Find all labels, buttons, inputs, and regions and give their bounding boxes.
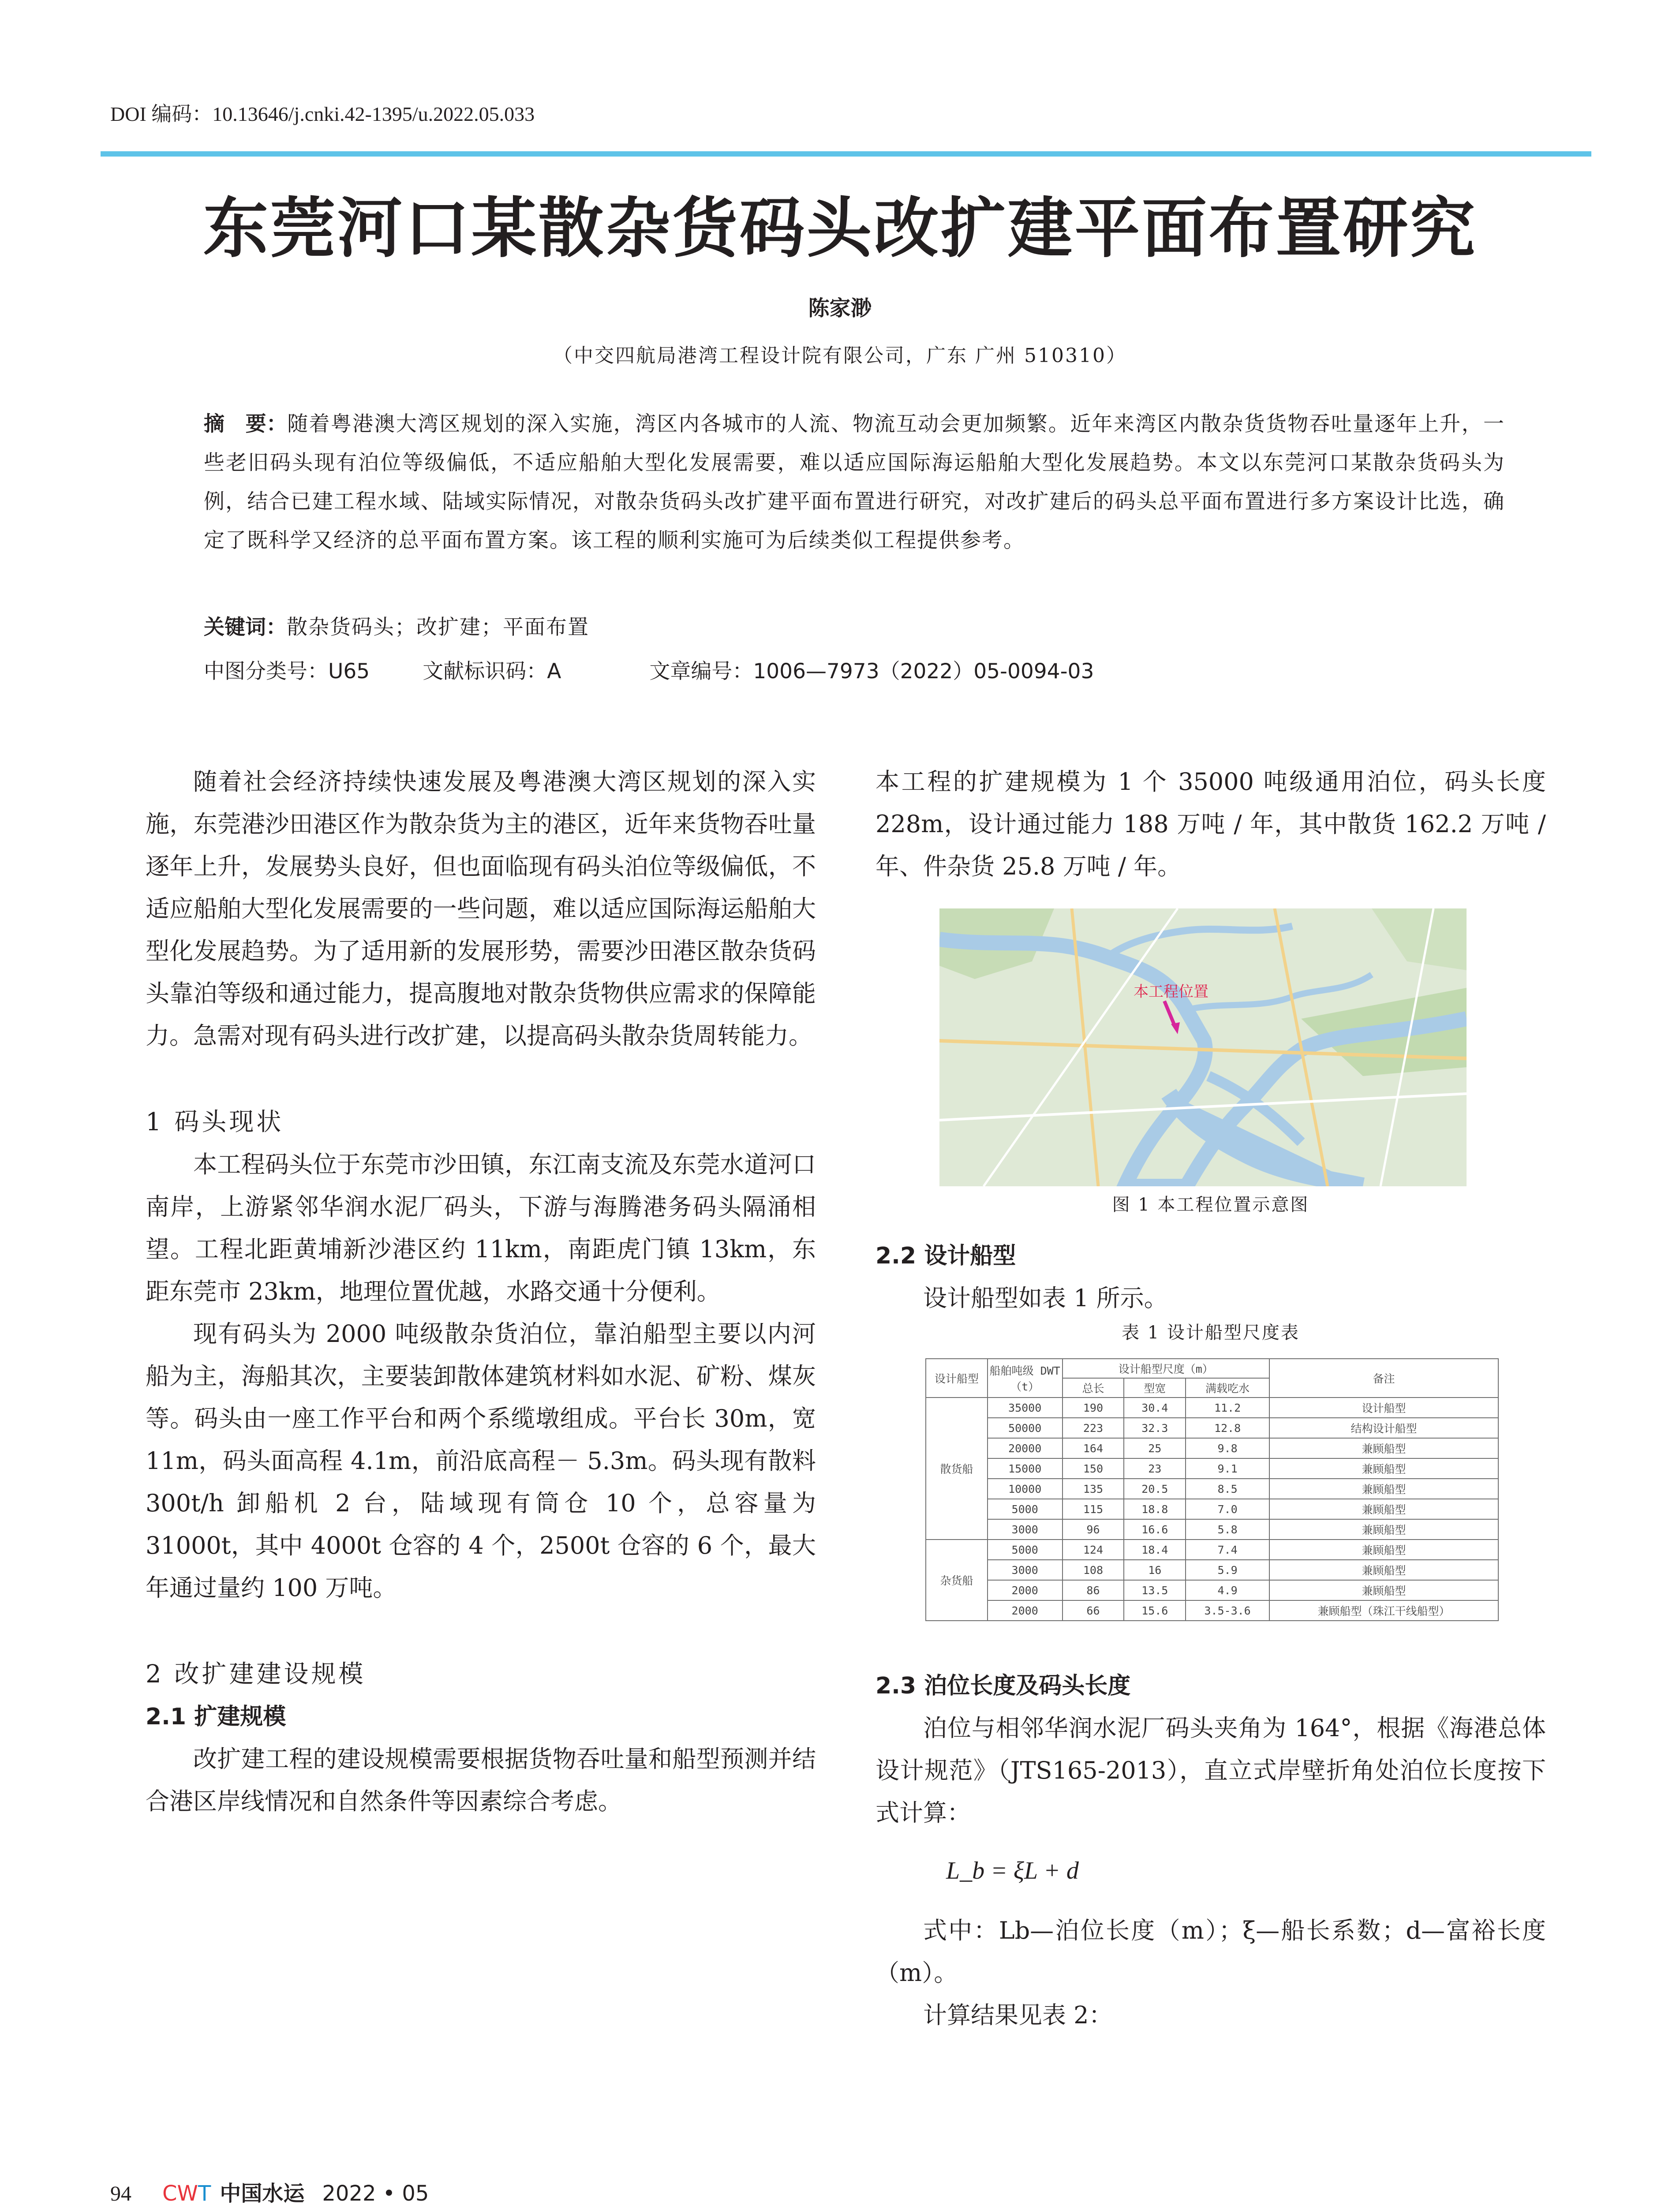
table-row xyxy=(926,1398,1498,1418)
page-footer xyxy=(110,2176,429,2205)
table-row xyxy=(926,1600,1498,1621)
table-row xyxy=(926,1499,1498,1519)
section-2-2-heading: 2.2 设计船型 xyxy=(876,1243,1016,1269)
article-number: 文章编号：1006—7973（2022）05-0094-03 xyxy=(649,659,1094,684)
cell: 兼顾船型 xyxy=(1269,1540,1498,1560)
location-map xyxy=(939,908,1467,1186)
cell: 35000 xyxy=(988,1398,1063,1418)
header-rule xyxy=(101,151,1591,157)
author: 陈家渺 xyxy=(808,296,872,321)
cell: 32.3 xyxy=(1124,1418,1186,1438)
location-map-figure xyxy=(939,908,1467,1186)
keywords xyxy=(204,611,589,640)
cell: 20.5 xyxy=(1124,1479,1186,1499)
cell: 15.6 xyxy=(1124,1600,1186,1621)
paper-title: 东莞河口某散杂货码头改扩建平面布置研究 xyxy=(203,190,1477,266)
project-location-label: 本工程位置 xyxy=(1134,983,1209,1001)
cell: 3000 xyxy=(988,1519,1063,1540)
cell: 135 xyxy=(1063,1479,1124,1499)
section-2-3-heading: 2.3 泊位长度及码头长度 xyxy=(876,1673,1131,1699)
cell: 2000 xyxy=(988,1600,1063,1621)
cell: 9.1 xyxy=(1186,1458,1269,1479)
cell: 5.8 xyxy=(1186,1519,1269,1540)
cell: 86 xyxy=(1063,1580,1124,1600)
cell: 23 xyxy=(1124,1458,1186,1479)
left-column xyxy=(146,761,816,1823)
header-beam: 型宽 xyxy=(1124,1378,1186,1398)
journal-name: 中国水运 xyxy=(220,2181,305,2205)
table-row xyxy=(926,1479,1498,1499)
right-column-sec23-cont xyxy=(876,1910,1546,2037)
keywords-label: 关键词： xyxy=(204,615,287,639)
header-dwt: 船舶吨级 DWT（t） xyxy=(988,1359,1063,1398)
doc-code: 文献标识码：A xyxy=(423,659,561,684)
affiliation: （中交四航局港湾工程设计院有限公司，广东 广州 510310） xyxy=(553,344,1127,367)
section-2-3-paragraph-3: 计算结果见表 2： xyxy=(923,2001,1113,2029)
cell: 66 xyxy=(1063,1600,1124,1621)
cell: 18.4 xyxy=(1124,1540,1186,1560)
cell: 兼顾船型 xyxy=(1269,1519,1498,1540)
cell: 7.4 xyxy=(1186,1540,1269,1560)
table-row xyxy=(926,1560,1498,1580)
abstract-text: 随着粤港澳大湾区规划的深入实施，湾区内各城市的人流、物流互动会更加频繁。近年来湾区内散杂货货物吞吐量逐年上升，一些老旧码头现有泊位等级偏低，不适应船舶大型化发展需要，难以适应国际海运船舶大型化发展趋势。本文以东莞河口某散杂货码头为例，结合已建工程水域、陆域实际情况，对散杂货码头改扩建平面布置进行研究，对改扩建后的码头总平面布置进行多方案设计比选，确定了既科学又经济的总平面布置方案。该工程的顺利实施可为后续类似工程提供参考。 xyxy=(204,412,1505,553)
keywords-text: 散杂货码头；改扩建；平面布置 xyxy=(287,615,589,639)
header-draft: 满载吃水 xyxy=(1186,1378,1269,1398)
right-column-sec23 xyxy=(876,1665,1546,1834)
section-2-3-paragraph-2: 式中：Lb—泊位长度（m）；ξ—船长系数；d—富裕长度（m）。 xyxy=(876,1917,1546,1987)
cell: 30.4 xyxy=(1124,1398,1186,1418)
cell: 2000 xyxy=(988,1580,1063,1600)
section-2-3-paragraph-1: 泊位与相邻华润水泥厂码头夹角为 164°，根据《海港总体设计规范》（JTS165-2013），直立式岸壁折角处泊位长度按下式计算： xyxy=(876,1714,1546,1827)
cell: 108 xyxy=(1063,1560,1124,1580)
cell: 5000 xyxy=(988,1499,1063,1519)
scale-paragraph: 本工程的扩建规模为 1 个 35000 吨级通用泊位，码头长度 228m，设计通过能力 188 万吨 / 年，其中散货 162.2 万吨 / 年、件杂货 25.8 万吨 / 年。 xyxy=(876,768,1546,880)
cell: 5.9 xyxy=(1186,1560,1269,1580)
design-ship-table xyxy=(925,1358,1499,1621)
cell: 3000 xyxy=(988,1560,1063,1580)
header-ship-type: 设计船型 xyxy=(926,1359,988,1398)
clc-code: 中图分类号：U65 xyxy=(204,659,370,684)
cell: 50000 xyxy=(988,1418,1063,1438)
table-1-caption: 表 1 设计船型尺度表 xyxy=(1122,1323,1300,1343)
page-number: 94 xyxy=(110,2182,131,2205)
cell: 兼顾船型 xyxy=(1269,1438,1498,1458)
cell: 18.8 xyxy=(1124,1499,1186,1519)
cell: 兼顾船型（珠江干线船型） xyxy=(1269,1600,1498,1621)
cell: 16.6 xyxy=(1124,1519,1186,1540)
cell: 15000 xyxy=(988,1458,1063,1479)
doi-header: DOI 编码：10.13646/j.cnki.42-1395/u.2022.05.033 xyxy=(110,103,535,125)
cell: 9.8 xyxy=(1186,1438,1269,1458)
cell: 设计船型 xyxy=(1269,1398,1498,1418)
group-bulk-carrier: 散货船 xyxy=(926,1398,988,1540)
berth-length-formula: L_b = ξL + d xyxy=(946,1857,1079,1884)
right-column-top xyxy=(876,761,1546,888)
cell: 兼顾船型 xyxy=(1269,1560,1498,1580)
cell: 115 xyxy=(1063,1499,1124,1519)
cell: 11.2 xyxy=(1186,1398,1269,1418)
cell: 13.5 xyxy=(1124,1580,1186,1600)
cell: 16 xyxy=(1124,1560,1186,1580)
figure-1-caption: 图 1 本工程位置示意图 xyxy=(1112,1195,1310,1215)
cell: 124 xyxy=(1063,1540,1124,1560)
right-column-sec22 xyxy=(876,1235,1546,1319)
cell: 164 xyxy=(1063,1438,1124,1458)
cell: 20000 xyxy=(988,1438,1063,1458)
section-2-heading: 2 改扩建建设规模 xyxy=(146,1660,366,1689)
section-2-2-paragraph: 设计船型如表 1 所示。 xyxy=(923,1284,1168,1312)
cell: 4.9 xyxy=(1186,1580,1269,1600)
header-length: 总长 xyxy=(1063,1378,1124,1398)
cell: 190 xyxy=(1063,1398,1124,1418)
table-row xyxy=(926,1519,1498,1540)
cell: 3.5-3.6 xyxy=(1186,1600,1269,1621)
table-row xyxy=(926,1418,1498,1438)
section-1-paragraph-2: 现有码头为 2000 吨级散杂货泊位，靠泊船型主要以内河船为主，海船其次，主要装卸散体建筑材料如水泥、矿粉、煤灰等。码头由一座工作平台和两个系缆墩组成。平台长 30m，宽 11m，码头面高程 4.1m，前沿底高程－ 5.3m。码头现有散料 300t/h 卸船机 2 台，陆域现有筒仓 10 个，总容量为 31000t，其中 4000t 仓容的 4 个，2500t 仓容的 6 个，最大年通过量约 100 万吨。 xyxy=(146,1320,816,1602)
abstract xyxy=(204,405,1505,560)
cell: 96 xyxy=(1063,1519,1124,1540)
cell: 8.5 xyxy=(1186,1479,1269,1499)
header-dimensions: 设计船型尺度（m） xyxy=(1063,1359,1269,1378)
cell: 兼顾船型 xyxy=(1269,1499,1498,1519)
issue-number: 2022 • 05 xyxy=(322,2181,429,2205)
cell: 兼顾船型 xyxy=(1269,1580,1498,1600)
abstract-label: 摘 要： xyxy=(204,412,288,436)
cell: 150 xyxy=(1063,1458,1124,1479)
intro-paragraph: 随着社会经济持续快速发展及粤港澳大湾区规划的深入实施，东莞港沙田港区作为散杂货为主的港区，近年来货物吞吐量逐年上升，发展势头良好，但也面临现有码头泊位等级偏低，不适应船舶大型化发展需要的一些问题，难以适应国际海运船舶大型化发展趋势。为了适用新的发展形势，需要沙田港区散杂货码头靠泊等级和通过能力，提高腹地对散杂货物供应需求的保障能力。急需对现有码头进行改扩建，以提高码头散杂货周转能力。 xyxy=(146,768,816,1050)
header-note: 备注 xyxy=(1269,1359,1498,1398)
cell: 兼顾船型 xyxy=(1269,1458,1498,1479)
cell: 5000 xyxy=(988,1540,1063,1560)
section-1-paragraph-1: 本工程码头位于东莞市沙田镇，东江南支流及东莞水道河口南岸，上游紧邻华润水泥厂码头，下游与海腾港务码头隔涌相望。工程北距黄埔新沙港区约 11km，南距虎门镇 13km，东距东莞市 23km，地理位置优越，水路交通十分便利。 xyxy=(146,1151,816,1305)
cell: 结构设计船型 xyxy=(1269,1418,1498,1438)
journal-logo-t: T xyxy=(198,2181,211,2205)
cell: 兼顾船型 xyxy=(1269,1479,1498,1499)
table-row xyxy=(926,1580,1498,1600)
cell: 7.0 xyxy=(1186,1499,1269,1519)
table-row xyxy=(926,1458,1498,1479)
section-1-heading: 1 码头现状 xyxy=(146,1108,284,1136)
group-general-cargo: 杂货船 xyxy=(926,1540,988,1621)
cell: 223 xyxy=(1063,1418,1124,1438)
section-2-1-heading: 2.1 扩建规模 xyxy=(146,1704,286,1730)
classification-line xyxy=(204,655,1094,684)
cell: 10000 xyxy=(988,1479,1063,1499)
cell: 25 xyxy=(1124,1438,1186,1458)
journal-logo-cw: CW xyxy=(162,2181,198,2205)
cell: 12.8 xyxy=(1186,1418,1269,1438)
table-row xyxy=(926,1438,1498,1458)
section-2-1-paragraph: 改扩建工程的建设规模需要根据货物吞吐量和船型预测并结合港区岸线情况和自然条件等因素综合考虑。 xyxy=(146,1745,816,1815)
table-row xyxy=(926,1540,1498,1560)
